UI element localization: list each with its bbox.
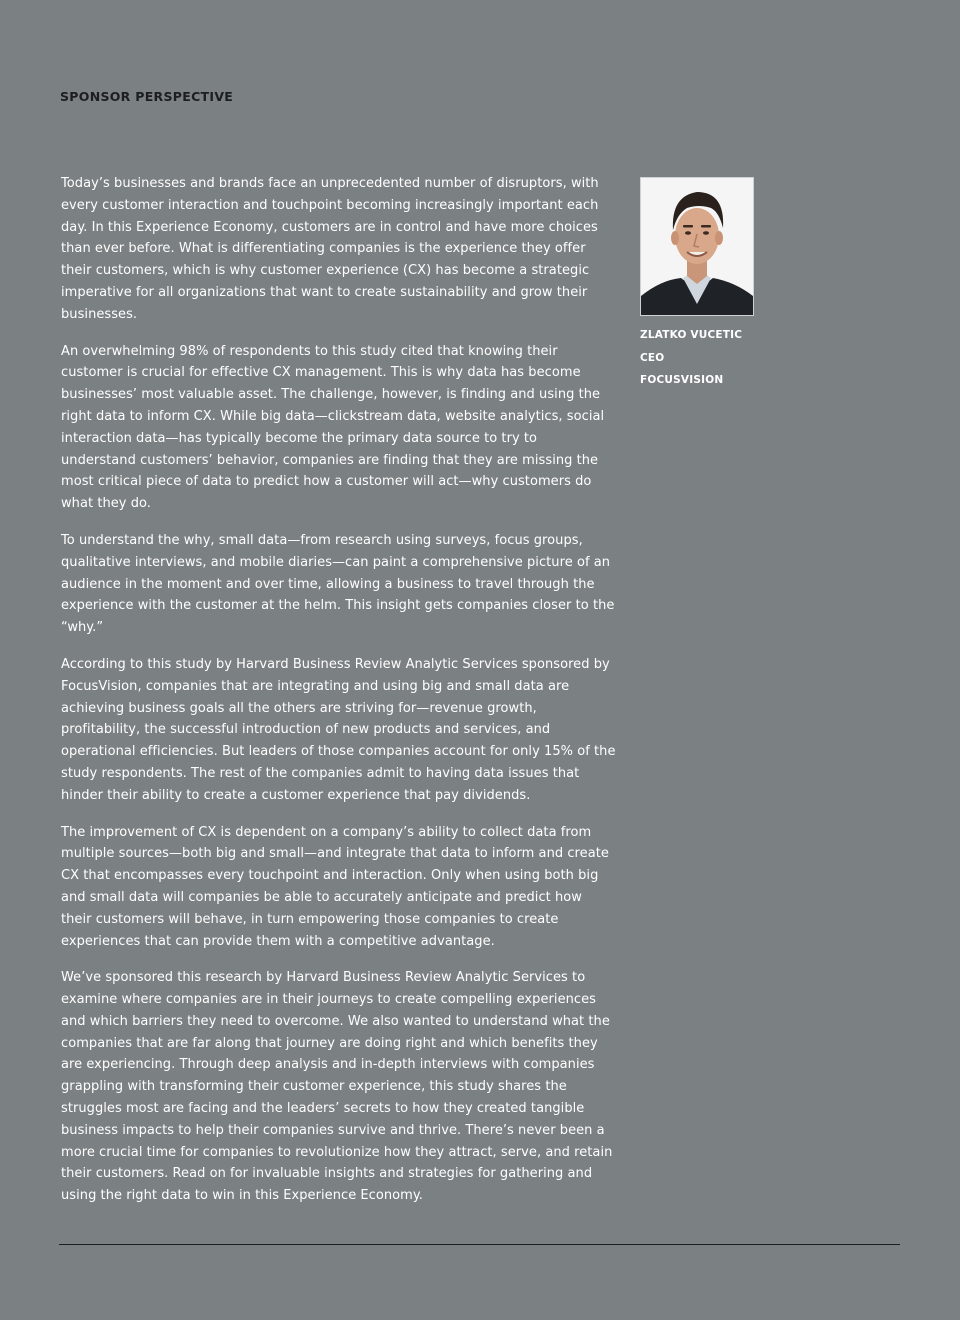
article-body (61, 173, 616, 1222)
paragraph-6: We’ve sponsored this research by Harvard Business Review Analytic Services to examine where companies are in their journeys to create compelling experiences and which barriers they need to overcome. We also wanted to understand what the companies that are far along that journey are doing right and which benefits they are experiencing. Through deep analysis and in-depth interviews with companies grappling with transforming their customer experience, this study shares the struggles most are facing and the leaders’ secrets to how they created tangible business impacts to help their companies survive and thrive. There’s never been a more crucial time for companies to revolutionize how they attract, serve, and retain their customers. Read on for invaluable insights and strategies for gathering and using the right data to win in this Experience Economy. (61, 970, 613, 1204)
paragraph-4: According to this study by Harvard Business Review Analytic Services sponsored by FocusVision, companies that are integrating and using big and small data are achieving business goals all the others are striving for—revenue growth, profitability, the successful introduction of new products and services, and operational efficiencies. But leaders of those companies account for only 15% of the study respondents. The rest of the companies admit to having data issues that hinder their ability to create a customer experience that pay dividends. (61, 656, 616, 803)
sponsor-card (640, 177, 790, 392)
sponsor-company: FOCUSVISION (640, 374, 724, 386)
paragraph-3: To understand the why, small data—from research using surveys, focus groups, qualitative interviews, and mobile diaries—can paint a comprehensive picture of an audience in the moment and over time, allowing a business to travel through the experience with the customer at the helm. This insight gets companies closer to the “why.” (61, 532, 615, 636)
paragraph-5: The improvement of CX is dependent on a company’s ability to collect data from multiple sources—both big and small—and integrate that data to inform and create CX that encompasses every touchpoint and interaction. Only when using both big and small data will companies be able to accurately anticipate and predict how their customers will behave, in turn empowering those companies to create experiences that can provide them with a competitive advantage. (61, 824, 609, 949)
sponsor-title: CEO (640, 351, 665, 364)
section-header: SPONSOR PERSPECTIVE (60, 89, 234, 104)
sponsor-portrait (640, 177, 754, 316)
paragraph-1: Today’s businesses and brands face an unprecedented number of disruptors, with every customer interaction and touchpoint becoming increasingly important each day. In this Experience Economy, customers are in control and have more choices than ever before. What is differentiating companies is the experience they offer their customers, which is why customer experience (CX) has become a strategic imperative for all organizations that want to create sustainability and grow their businesses. (61, 176, 599, 322)
paragraph-2: An overwhelming 98% of respondents to this study cited that knowing their customer is crucial for effective CX management. This is why data has become businesses’ most valuable asset. The challenge, however, is finding and using the right data to inform CX. While big data—clickstream data, website analytics, social interaction data—has typically become the primary data source to try to understand customers’ behavior, companies are finding that they are missing the most critical piece of data to predict how a customer will act—why customers do what they do. (61, 343, 605, 512)
sponsor-info (640, 324, 790, 392)
footer-divider (59, 1244, 900, 1245)
sponsor-name: ZLATKO VUCETIC (640, 329, 743, 341)
